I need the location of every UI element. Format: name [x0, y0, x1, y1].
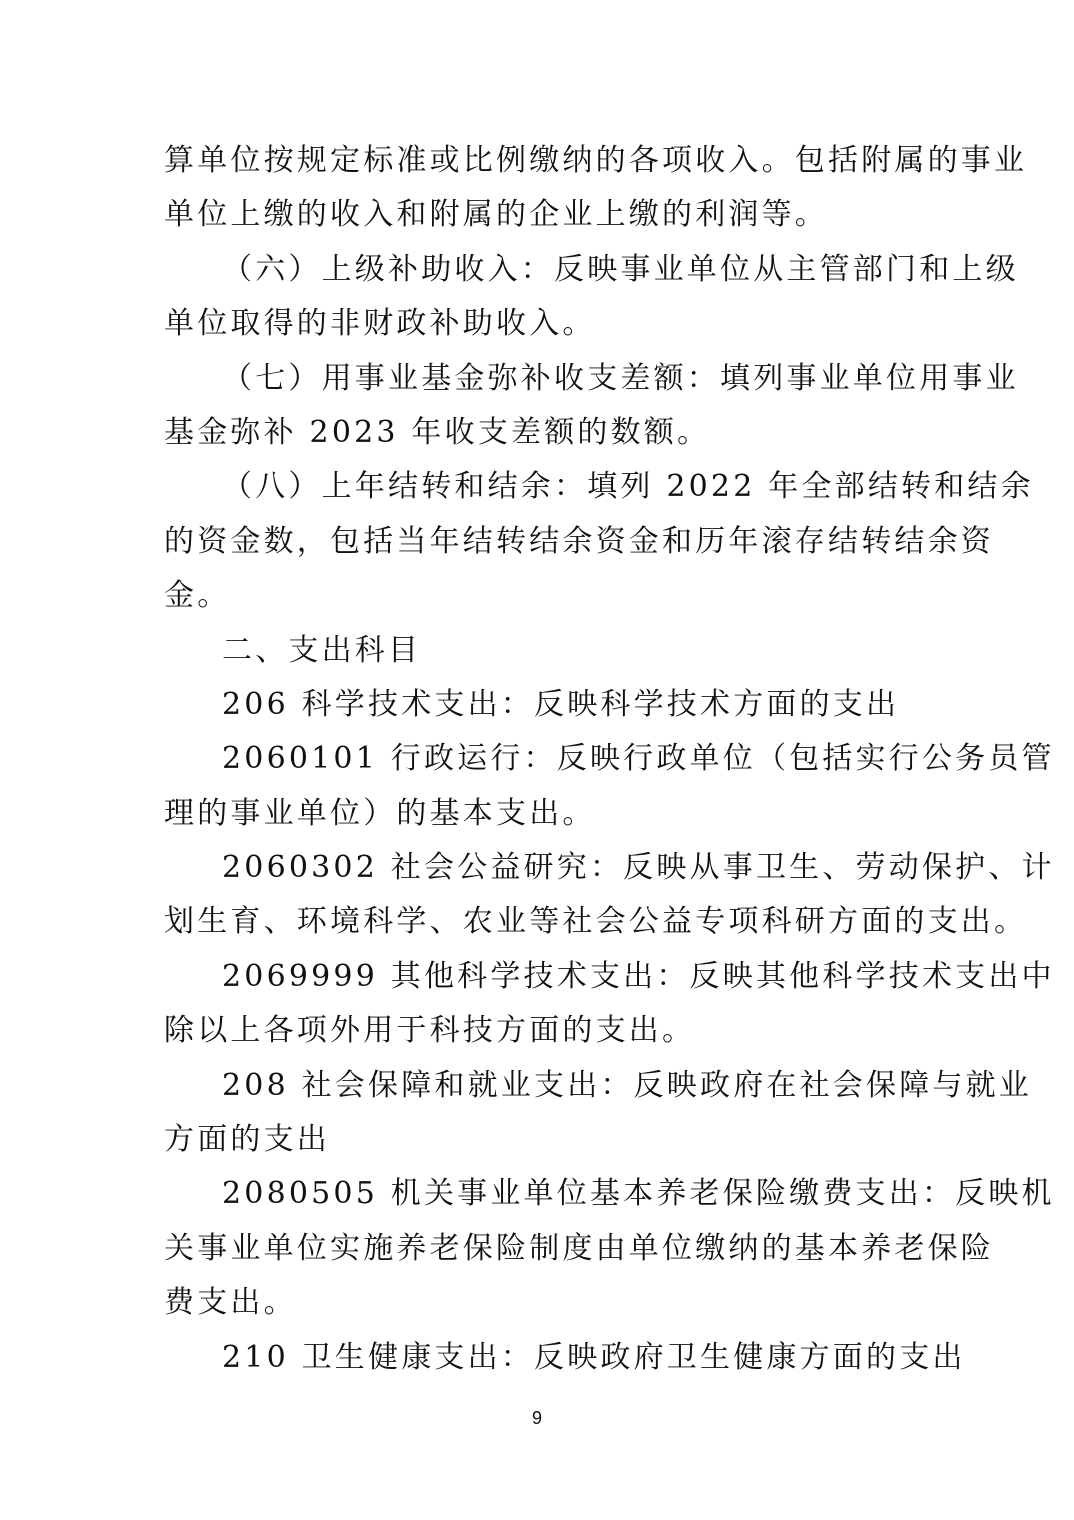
text-line: 的资金数，包括当年结转结余资金和历年滚存结转结余资 [164, 523, 994, 559]
text-line-item-208: 208 社会保障和就业支出：反映政府在社会保障与就业 [222, 1067, 1032, 1103]
text-line: 费支出。 [164, 1285, 297, 1321]
text-line-item-206: 206 科学技术支出：反映科学技术方面的支出 [222, 686, 900, 722]
text-line-item-2069999: 2069999 其他科学技术支出：反映其他科学技术支出中 [222, 958, 1055, 994]
text-line: 划生育、环境科学、农业等社会公益专项科研方面的支出。 [164, 904, 1028, 940]
text-line-item-2060302: 2060302 社会公益研究：反映从事卫生、劳动保护、计 [222, 850, 1055, 886]
text-line: 方面的支出 [164, 1122, 330, 1158]
text-line-section-8: （八）上年结转和结余：填列 2022 年全部结转和结余 [222, 469, 1034, 505]
text-line-item-2060101: 2060101 行政运行：反映行政单位（包括实行公务员管 [222, 741, 1055, 777]
text-line-section-7: （七）用事业基金弥补收支差额：填列事业单位用事业 [222, 360, 1019, 396]
text-line-item-2080505: 2080505 机关事业单位基本养老保险缴费支出：反映机 [222, 1176, 1055, 1212]
section-heading-expenditure: 二、支出科目 [222, 632, 422, 668]
document-body [164, 134, 1055, 1385]
text-line: 基金弥补 2023 年收支差额的数额。 [164, 414, 711, 450]
text-line-item-210: 210 卫生健康支出：反映政府卫生健康方面的支出 [222, 1339, 966, 1375]
text-line: 单位取得的非财政补助收入。 [164, 306, 596, 342]
text-line: 除以上各项外用于科技方面的支出。 [164, 1013, 696, 1049]
text-line: 金。 [164, 578, 231, 614]
text-line: 关事业单位实施养老保险制度由单位缴纳的基本养老保险 [164, 1230, 994, 1266]
text-line: 单位上缴的收入和附属的企业上缴的利润等。 [164, 197, 828, 233]
text-line: 理的事业单位）的基本支出。 [164, 795, 596, 831]
page-number: 9 [531, 1408, 542, 1428]
text-line-section-6: （六）上级补助收入：反映事业单位从主管部门和上级 [222, 251, 1019, 287]
text-line: 算单位按规定标准或比例缴纳的各项收入。包括附属的事业 [164, 143, 1028, 178]
